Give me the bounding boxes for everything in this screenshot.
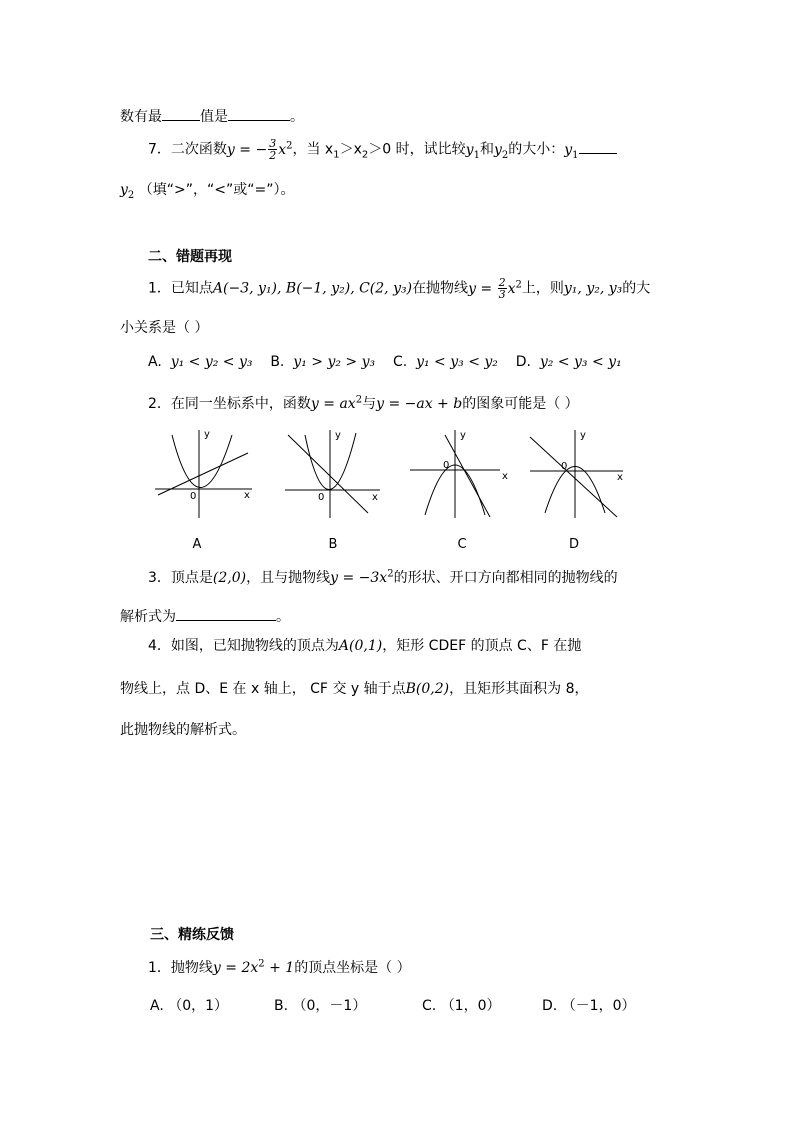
q7-gt: ＞x	[339, 141, 362, 158]
q7-y2-start: $y_2$	[120, 182, 135, 201]
graph-d-label[interactable]: D	[568, 537, 579, 552]
q7-line-1	[148, 138, 617, 161]
section-2-title: 二、错题再现	[148, 249, 232, 265]
graph-d-origin: 0	[561, 461, 568, 472]
q7-y1: $y_1$	[465, 141, 480, 161]
e1-option-a[interactable]: A. y₁ < y₂ < y₃	[148, 354, 253, 370]
graph-c-origin: 0	[443, 460, 450, 471]
q7-y1b: $y_1$	[564, 141, 579, 161]
e3-text-a: 3．顶点是	[148, 570, 213, 586]
q7-sub2: 2	[361, 149, 369, 161]
e3-line-2	[120, 606, 290, 627]
e1-points: A(−3, y₁), B(−1, y₂), C(2, y₃)	[212, 280, 413, 297]
graph-b-origin: 0	[318, 492, 325, 503]
e4-point-b: B(0,2)	[405, 681, 450, 697]
graph-a	[150, 425, 255, 520]
f1-option-a[interactable]: A. （0，1）	[150, 998, 229, 1014]
graph-c-x-label: x	[502, 471, 508, 482]
e3-line-1	[148, 568, 618, 588]
e3-expr: $y = -3x^2$	[330, 568, 394, 586]
e3-vertex: (2,0)	[212, 570, 247, 586]
graph-c	[405, 425, 513, 520]
e1-text-c: 上，则	[521, 280, 564, 297]
e4-line-2	[120, 679, 588, 699]
q6-text-b: 值是	[200, 109, 228, 125]
graph-a-label[interactable]: A	[192, 537, 202, 552]
e1-option-d[interactable]: D. y₂ < y₃ < y₁	[515, 354, 622, 370]
graph-b-line	[288, 435, 368, 513]
graph-b-x-label: x	[372, 492, 378, 503]
e1-vars: y₁, y₂, y₃	[563, 280, 623, 297]
q7-line-2	[120, 180, 294, 200]
e4-text-1b: ，矩形 CDEF 的顶点 C、F 在抛	[382, 638, 582, 654]
e4-line-1	[148, 636, 581, 656]
q6-blank-1[interactable]	[162, 106, 200, 121]
graph-d-y-label: y	[580, 430, 586, 441]
e4-text-2a: 物线上，点 D、E 在 x 轴上， CF 交 y 轴于点	[120, 681, 406, 697]
e1-line-2: 小关系是（ ）	[120, 320, 209, 336]
graph-b	[280, 425, 385, 520]
e2-line-1	[148, 394, 579, 414]
q7-y2: $y_2$	[493, 141, 509, 161]
f1-text-a: 1．抛物线	[148, 960, 213, 976]
graph-c-y-label: y	[460, 430, 466, 441]
graph-d	[525, 425, 630, 520]
e2-text-a: 2．在同一坐标系中，函数	[148, 396, 311, 412]
f1-expr: $y = 2x^2 + 1$	[212, 958, 295, 976]
q6-text-a: 数有最	[120, 109, 162, 125]
graph-a-origin: 0	[190, 491, 197, 502]
e3-blank[interactable]	[176, 606, 276, 621]
q7-fraction: $\frac{3}{2}$	[269, 137, 277, 162]
e3-text-c: 的形状、开口方向都相同的抛物线的	[393, 570, 618, 586]
q7-sub1: 1	[333, 149, 340, 161]
e4-point-a: A(0,1)	[338, 638, 383, 654]
graph-a-y-label: y	[204, 429, 210, 440]
e3-end: 。	[276, 609, 290, 625]
e4-text-1a: 4．如图，已知抛物线的顶点为	[148, 638, 339, 654]
e3-text-b: ，且与抛物线	[246, 570, 331, 586]
graph-b-label[interactable]: B	[328, 537, 338, 552]
graph-a-x-label: x	[244, 490, 250, 501]
f1-option-d[interactable]: D. （－1，0）	[542, 998, 636, 1014]
section-3-title: 三、精练反馈	[150, 927, 234, 943]
e1-options	[148, 352, 622, 372]
q7-cond: ，当 x	[292, 141, 334, 158]
q7-size: 的大小：	[508, 141, 565, 158]
f1-line-1	[148, 958, 411, 978]
e1-expr: y = $\frac{2}{3}$ $x^2$	[468, 276, 522, 301]
graph-d-x-label: x	[617, 472, 623, 483]
q7-and: 和	[479, 141, 494, 158]
f1-text-b: 的顶点坐标是（ ）	[294, 960, 411, 976]
graph-b-y-label: y	[335, 430, 341, 441]
graph-a-parabola	[172, 435, 232, 488]
q7-expr: y = − $\frac{3}{2}$ $x^2$	[226, 137, 293, 162]
e2-expr2: y = −ax + b	[376, 396, 463, 412]
q6-tail-line	[120, 106, 304, 127]
e4-text-2b: ，且矩形其面积为 8，	[449, 681, 589, 697]
q6-blank-2[interactable]	[228, 106, 290, 121]
e1-fraction: $\frac{2}{3}$	[498, 276, 506, 301]
graph-d-line	[530, 437, 617, 517]
f1-option-b[interactable]: B. （0，－1）	[274, 998, 367, 1014]
q7-fill: （填“>”，“<”或“=”）。	[138, 182, 295, 198]
e3-text-line2: 解析式为	[120, 609, 176, 625]
e1-option-b[interactable]: B. y₁ > y₂ > y₃	[270, 354, 376, 370]
q7-blank[interactable]	[579, 139, 617, 154]
e2-text-c: 的图象可能是（ ）	[462, 396, 579, 412]
graph-c-label[interactable]: C	[457, 537, 467, 552]
graph-c-line	[445, 435, 490, 517]
e2-expr1: $y = ax^2$	[310, 394, 363, 412]
q7-zero: ＞0 时，试比较	[368, 141, 466, 158]
e1-text-b: 在抛物线	[412, 280, 469, 297]
e1-text-d: 的大	[622, 280, 651, 297]
e1-option-c[interactable]: C. y₁ < y₃ < y₂	[392, 354, 498, 370]
e4-line-3: 此抛物线的解析式。	[120, 722, 246, 738]
e1-text-a: 1．已知点	[148, 280, 213, 297]
e1-line-1	[148, 277, 650, 300]
q6-text-c: 。	[290, 109, 304, 125]
q7-prefix: 7．二次函数	[148, 141, 227, 158]
f1-option-c[interactable]: C. （1，0）	[422, 998, 501, 1014]
e2-text-b: 与	[362, 396, 377, 412]
